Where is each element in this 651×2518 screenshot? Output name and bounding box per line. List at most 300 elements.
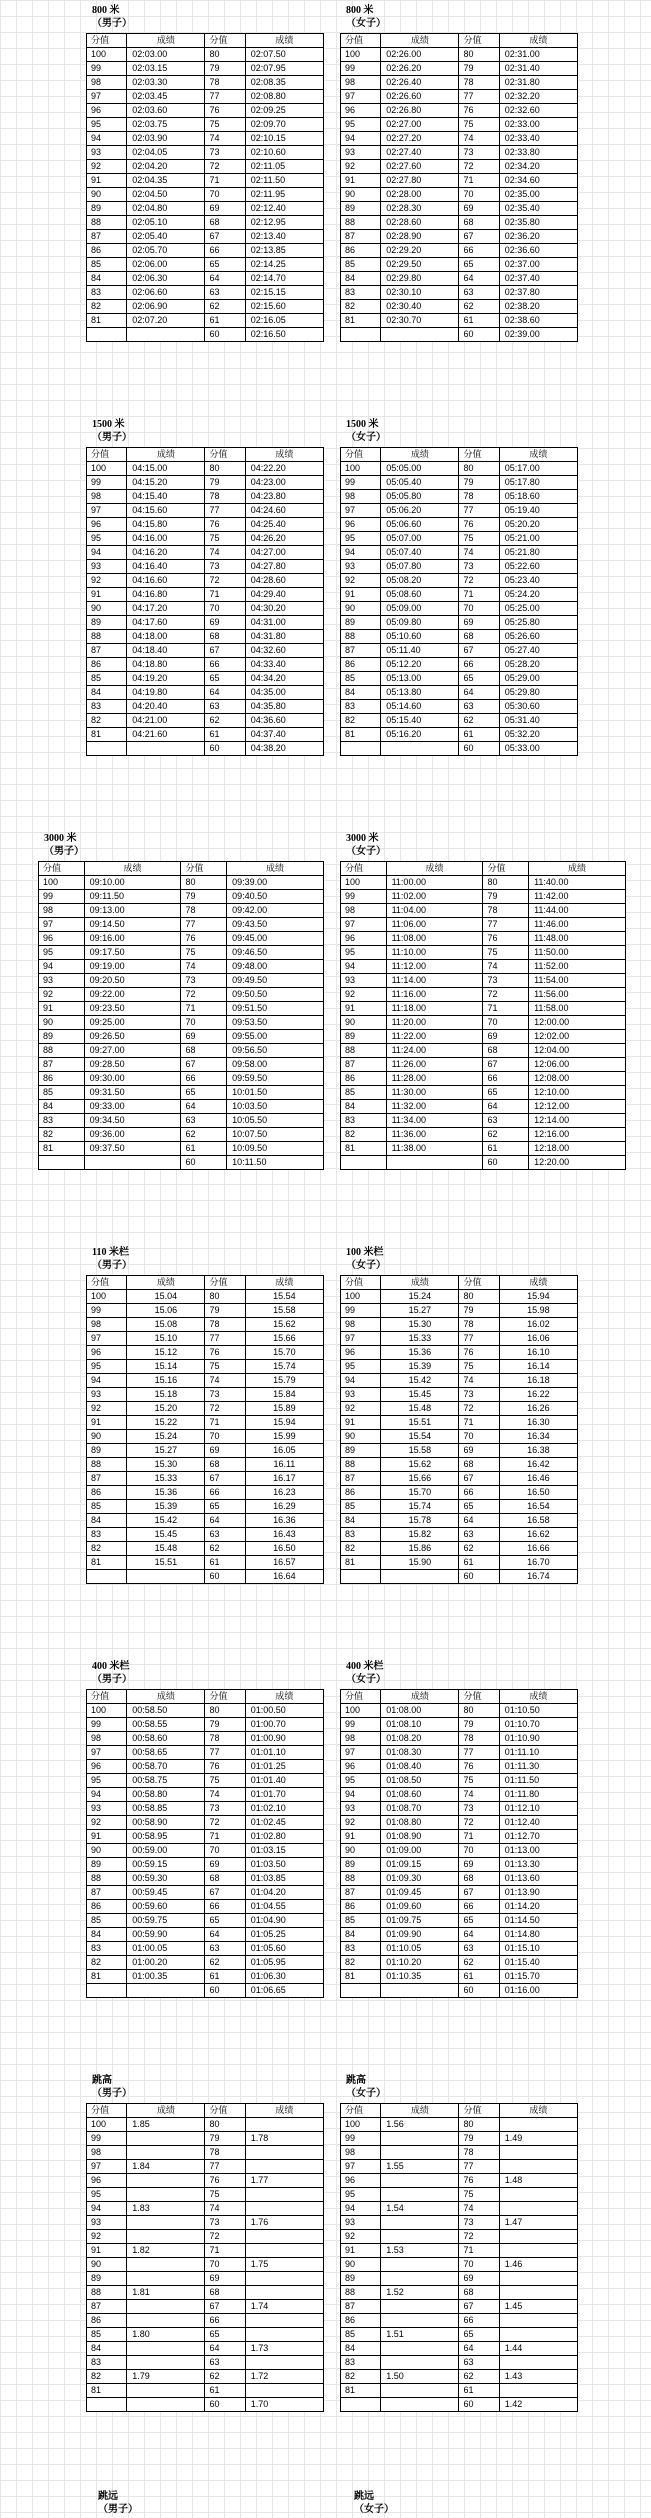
score-cell: 85: [39, 1086, 85, 1100]
result-cell: 02:07.20: [127, 314, 205, 328]
result-cell: 04:31.80: [245, 630, 323, 644]
result-cell: 01:08.70: [381, 1802, 459, 1816]
result-cell: 02:31.00: [499, 48, 577, 62]
score-cell: 84: [341, 272, 381, 286]
table-row: [87, 1500, 324, 1514]
score-cell: 100: [341, 48, 381, 62]
score-cell: 100: [39, 876, 85, 890]
result-cell: [381, 2342, 459, 2356]
score-cell: 83: [87, 1942, 127, 1956]
score-cell: 90: [341, 1016, 387, 1030]
result-cell: 15.45: [127, 1528, 205, 1542]
score-cell: 80: [459, 2118, 499, 2132]
score-cell: 79: [459, 1304, 499, 1318]
result-cell: 04:26.20: [245, 532, 323, 546]
long-jump-women-title: 跳远 （女子）: [354, 2491, 394, 2515]
table-row: [341, 1816, 578, 1830]
score-cell: 62: [205, 2370, 245, 2384]
table-row: [341, 2356, 578, 2370]
result-cell: 02:26.60: [381, 90, 459, 104]
table-row: [341, 1360, 578, 1374]
table-row: [341, 742, 578, 756]
score-cell: 96: [87, 2174, 127, 2188]
score-cell: 98: [39, 904, 85, 918]
table-row: [87, 1802, 324, 1816]
score-cell: 79: [205, 1718, 245, 1732]
score-cell: 88: [39, 1044, 85, 1058]
score-column-header: 分值: [459, 1690, 499, 1704]
score-cell: 84: [341, 1514, 381, 1528]
score-cell: 91: [87, 174, 127, 188]
result-cell: 01:10.35: [381, 1970, 459, 1984]
result-cell: 15.14: [127, 1360, 205, 1374]
table-row: [87, 1402, 324, 1416]
result-cell: [381, 2216, 459, 2230]
result-cell: 09:27.00: [84, 1044, 181, 1058]
result-cell: 05:25.00: [499, 602, 577, 616]
result-cell: 02:32.60: [499, 104, 577, 118]
result-cell: 05:07.80: [381, 560, 459, 574]
result-cell: 12:16.00: [529, 1128, 626, 1142]
result-cell: 12:14.00: [529, 1114, 626, 1128]
table-row: [341, 1318, 578, 1332]
score-cell: 60: [205, 1984, 245, 1998]
result-cell: 05:29.80: [499, 686, 577, 700]
table-row: [341, 2202, 578, 2216]
result-cell: 02:27.40: [381, 146, 459, 160]
table-row: [87, 230, 324, 244]
result-cell: 15.24: [127, 1430, 205, 1444]
table-row: [39, 1030, 324, 1044]
result-cell: 16.58: [499, 1514, 577, 1528]
table-row: [341, 2132, 578, 2146]
table-1500m-men: [86, 418, 324, 832]
result-cell: 02:04.05: [127, 146, 205, 160]
score-cell: 96: [341, 518, 381, 532]
table-row: [341, 560, 578, 574]
score-cell: 82: [87, 1542, 127, 1556]
score-cell: 60: [459, 1570, 499, 1584]
result-cell: [499, 2146, 577, 2160]
score-cell: 90: [87, 188, 127, 202]
score-cell: 94: [341, 1374, 381, 1388]
result-cell: 15.45: [381, 1388, 459, 1402]
score-cell: 89: [341, 1858, 381, 1872]
result-cell: 02:03.75: [127, 118, 205, 132]
result-cell: 1.70: [245, 2398, 323, 2412]
result-cell: 09:39.00: [227, 876, 324, 890]
score-cell: 88: [87, 2286, 127, 2300]
score-cell: 87: [87, 230, 127, 244]
result-cell: 05:13.80: [381, 686, 459, 700]
score-cell: 78: [205, 1732, 245, 1746]
result-cell: 01:09.30: [381, 1872, 459, 1886]
result-cell: 16.22: [499, 1388, 577, 1402]
result-cell: 09:34.50: [84, 1114, 181, 1128]
score-cell: 77: [459, 90, 499, 104]
result-cell: 01:15.10: [499, 1942, 577, 1956]
score-cell: 75: [205, 118, 245, 132]
score-column-header: 分值: [459, 1276, 499, 1290]
table-row: [87, 1956, 324, 1970]
score-cell: 85: [341, 1086, 387, 1100]
result-cell: 1.72: [245, 2370, 323, 2384]
score-cell: 81: [341, 1556, 381, 1570]
table-row: [341, 1844, 578, 1858]
table-row: [87, 490, 324, 504]
score-cell: 98: [341, 1732, 381, 1746]
score-cell: 88: [341, 216, 381, 230]
result-cell: 1.53: [381, 2244, 459, 2258]
result-cell: 01:08.20: [381, 1732, 459, 1746]
score-cell: 87: [341, 2300, 381, 2314]
score-table: [340, 1275, 578, 1584]
score-cell: 95: [341, 2188, 381, 2202]
score-cell: 74: [205, 132, 245, 146]
result-cell: 1.56: [381, 2118, 459, 2132]
score-cell: 100: [341, 462, 381, 476]
score-cell: 74: [205, 1374, 245, 1388]
result-cell: [499, 2272, 577, 2286]
result-cell: 11:20.00: [386, 1016, 483, 1030]
score-cell: 88: [341, 1044, 387, 1058]
score-cell: [87, 1570, 127, 1584]
result-cell: 02:11.05: [245, 160, 323, 174]
score-cell: 78: [459, 490, 499, 504]
score-cell: [341, 1156, 387, 1170]
result-cell: 16.64: [245, 1570, 323, 1584]
result-cell: 15.10: [127, 1332, 205, 1346]
result-cell: 15.58: [245, 1304, 323, 1318]
table-row: [87, 2258, 324, 2272]
table-row: [87, 2300, 324, 2314]
score-cell: 76: [205, 104, 245, 118]
table-row: [341, 2272, 578, 2286]
result-cell: 01:09.90: [381, 1928, 459, 1942]
score-cell: 79: [459, 476, 499, 490]
score-cell: 74: [459, 1374, 499, 1388]
result-cell: 15.36: [127, 1486, 205, 1500]
table-title: 跳高 （男子）: [92, 2075, 132, 2099]
score-cell: 65: [459, 258, 499, 272]
score-cell: 86: [87, 658, 127, 672]
table-row: [341, 2174, 578, 2188]
result-cell: 02:35.00: [499, 188, 577, 202]
table-row: [39, 988, 324, 1002]
result-cell: 15.51: [381, 1416, 459, 1430]
result-cell: 04:33.40: [245, 658, 323, 672]
result-cell: 01:02.80: [245, 1830, 323, 1844]
result-cell: 1.45: [499, 2300, 577, 2314]
result-cell: 05:07.40: [381, 546, 459, 560]
result-cell: 1.74: [245, 2300, 323, 2314]
score-cell: 94: [87, 1788, 127, 1802]
table-row: [87, 1556, 324, 1570]
score-cell: 77: [205, 1332, 245, 1346]
result-cell: 02:11.50: [245, 174, 323, 188]
score-table: [86, 1689, 324, 1998]
score-cell: 93: [87, 2216, 127, 2230]
result-cell: 04:20.40: [127, 700, 205, 714]
result-cell: 00:58.60: [127, 1732, 205, 1746]
score-cell: 70: [459, 2258, 499, 2272]
result-cell: 02:38.60: [499, 314, 577, 328]
score-cell: 61: [459, 1556, 499, 1570]
score-cell: 67: [459, 1472, 499, 1486]
result-cell: 01:08.10: [381, 1718, 459, 1732]
score-cell: 80: [483, 876, 529, 890]
score-column-header: 分值: [87, 448, 127, 462]
result-cell: [499, 2230, 577, 2244]
table-row: [341, 714, 578, 728]
score-cell: 66: [205, 1900, 245, 1914]
result-cell: 02:28.30: [381, 202, 459, 216]
result-cell: 16.38: [499, 1444, 577, 1458]
result-cell: 02:30.10: [381, 286, 459, 300]
table-row: [341, 1872, 578, 1886]
result-cell: [499, 2160, 577, 2174]
score-cell: 78: [459, 76, 499, 90]
table-row: [341, 1016, 626, 1030]
result-cell: 15.27: [127, 1444, 205, 1458]
result-cell: 15.08: [127, 1318, 205, 1332]
result-cell: 00:58.85: [127, 1802, 205, 1816]
result-cell: 09:55.00: [227, 1030, 324, 1044]
result-cell: 09:23.50: [84, 1002, 181, 1016]
score-cell: 63: [205, 700, 245, 714]
result-cell: 11:46.00: [529, 918, 626, 932]
table-row: [87, 1900, 324, 1914]
result-cell: 02:04.50: [127, 188, 205, 202]
score-cell: [341, 742, 381, 756]
score-cell: 99: [87, 1304, 127, 1318]
result-cell: 1.48: [499, 2174, 577, 2188]
score-cell: 93: [87, 1388, 127, 1402]
table-row: [341, 960, 626, 974]
result-cell: [245, 2202, 323, 2216]
result-cell: 02:34.20: [499, 160, 577, 174]
result-cell: 01:00.20: [127, 1956, 205, 1970]
result-cell: 05:25.80: [499, 616, 577, 630]
score-cell: 78: [205, 76, 245, 90]
score-cell: 74: [181, 960, 227, 974]
score-cell: 99: [341, 1718, 381, 1732]
result-cell: 04:24.60: [245, 504, 323, 518]
result-cell: [127, 328, 205, 342]
result-cell: 04:16.00: [127, 532, 205, 546]
result-cell: 05:12.20: [381, 658, 459, 672]
table-row: [341, 988, 626, 1002]
score-cell: 86: [341, 1900, 381, 1914]
result-cell: 11:14.00: [386, 974, 483, 988]
result-column-header: 成绩: [245, 34, 323, 48]
result-cell: 01:02.10: [245, 1802, 323, 1816]
result-cell: 04:15.60: [127, 504, 205, 518]
score-cell: 74: [483, 960, 529, 974]
score-cell: 63: [205, 286, 245, 300]
score-cell: 90: [341, 2258, 381, 2272]
score-cell: 91: [87, 588, 127, 602]
score-cell: 71: [205, 1830, 245, 1844]
result-cell: 05:07.00: [381, 532, 459, 546]
score-cell: 74: [459, 2202, 499, 2216]
result-cell: 09:43.50: [227, 918, 324, 932]
table-row: [341, 48, 578, 62]
score-cell: 99: [341, 1304, 381, 1318]
score-cell: 85: [87, 672, 127, 686]
table-title: 1500 米 （女子）: [346, 419, 386, 443]
result-cell: 02:07.50: [245, 48, 323, 62]
table-row: [341, 62, 578, 76]
result-cell: 00:59.30: [127, 1872, 205, 1886]
result-cell: 15.48: [127, 1542, 205, 1556]
table-row: [341, 1746, 578, 1760]
result-cell: 04:23.00: [245, 476, 323, 490]
result-cell: 02:31.40: [499, 62, 577, 76]
score-cell: [87, 1984, 127, 1998]
table-row: [341, 2342, 578, 2356]
table-row: [87, 76, 324, 90]
result-cell: 02:30.70: [381, 314, 459, 328]
score-cell: 76: [181, 932, 227, 946]
score-cell: 97: [87, 2160, 127, 2174]
result-cell: 15.90: [381, 1556, 459, 1570]
score-table: [86, 1275, 324, 1584]
result-cell: 1.79: [127, 2370, 205, 2384]
score-cell: 62: [205, 300, 245, 314]
result-column-header: 成绩: [381, 1276, 459, 1290]
result-column-header: 成绩: [381, 34, 459, 48]
score-cell: 64: [483, 1100, 529, 1114]
score-table: [38, 861, 324, 1170]
score-cell: 62: [483, 1128, 529, 1142]
score-cell: 92: [341, 2230, 381, 2244]
score-cell: 65: [459, 1500, 499, 1514]
result-cell: [381, 2300, 459, 2314]
result-cell: 1.83: [127, 2202, 205, 2216]
score-cell: 97: [87, 90, 127, 104]
result-cell: [381, 2314, 459, 2328]
result-cell: 02:28.90: [381, 230, 459, 244]
result-cell: 02:03.60: [127, 104, 205, 118]
result-cell: 16.70: [499, 1556, 577, 1570]
result-cell: 02:06.90: [127, 300, 205, 314]
score-cell: 62: [205, 1956, 245, 1970]
table-row: [87, 272, 324, 286]
table-row: [341, 216, 578, 230]
table-row: [341, 1886, 578, 1900]
score-cell: 67: [459, 230, 499, 244]
result-cell: [381, 1984, 459, 1998]
score-cell: 84: [341, 1100, 387, 1114]
score-cell: 80: [205, 462, 245, 476]
result-cell: 05:11.40: [381, 644, 459, 658]
score-cell: 61: [205, 728, 245, 742]
score-table: [340, 33, 578, 342]
score-cell: 85: [341, 1500, 381, 1514]
table-row: [341, 1942, 578, 1956]
score-cell: 75: [459, 1774, 499, 1788]
result-cell: 09:11.50: [84, 890, 181, 904]
result-cell: 10:01.50: [227, 1086, 324, 1100]
result-cell: 02:26.80: [381, 104, 459, 118]
result-cell: 02:03.15: [127, 62, 205, 76]
table-row: [39, 1100, 324, 1114]
table-row: [87, 602, 324, 616]
result-cell: 16.05: [245, 1444, 323, 1458]
score-cell: 99: [341, 62, 381, 76]
table-row: [39, 974, 324, 988]
result-column-header: 成绩: [127, 34, 205, 48]
score-cell: 75: [459, 118, 499, 132]
result-cell: 00:59.00: [127, 1844, 205, 1858]
result-column-header: 成绩: [381, 2104, 459, 2118]
result-cell: 01:08.90: [381, 1830, 459, 1844]
score-cell: 98: [341, 76, 381, 90]
table-row: [341, 132, 578, 146]
score-cell: 81: [341, 1142, 387, 1156]
result-cell: 09:26.50: [84, 1030, 181, 1044]
result-cell: 15.42: [381, 1374, 459, 1388]
score-cell: 81: [341, 2384, 381, 2398]
table-row: [341, 504, 578, 518]
score-cell: 79: [459, 1718, 499, 1732]
score-cell: 60: [181, 1156, 227, 1170]
score-cell: 86: [341, 244, 381, 258]
score-cell: 88: [87, 630, 127, 644]
result-cell: 12:04.00: [529, 1044, 626, 1058]
table-row: [341, 2146, 578, 2160]
result-cell: 09:28.50: [84, 1058, 181, 1072]
result-cell: 02:04.80: [127, 202, 205, 216]
score-cell: 90: [341, 1430, 381, 1444]
table-row: [39, 1002, 324, 1016]
result-cell: 05:16.20: [381, 728, 459, 742]
score-cell: 98: [341, 1318, 381, 1332]
score-cell: 97: [341, 1746, 381, 1760]
score-cell: 68: [459, 2286, 499, 2300]
score-column-header: 分值: [459, 448, 499, 462]
score-cell: 93: [341, 560, 381, 574]
score-cell: 78: [483, 904, 529, 918]
result-cell: 12:00.00: [529, 1016, 626, 1030]
result-cell: 1.55: [381, 2160, 459, 2174]
result-cell: 02:29.80: [381, 272, 459, 286]
score-cell: 91: [341, 1830, 381, 1844]
score-cell: 68: [459, 630, 499, 644]
result-cell: 02:05.40: [127, 230, 205, 244]
table-row: [341, 1290, 578, 1304]
table-row: [87, 216, 324, 230]
score-cell: 89: [87, 2272, 127, 2286]
score-cell: 100: [341, 876, 387, 890]
result-cell: 04:21.60: [127, 728, 205, 742]
table-row: [341, 230, 578, 244]
score-cell: 76: [205, 1346, 245, 1360]
result-cell: 02:14.70: [245, 272, 323, 286]
score-cell: 63: [459, 700, 499, 714]
score-cell: 62: [205, 1542, 245, 1556]
score-cell: 94: [87, 1374, 127, 1388]
result-cell: 16.57: [245, 1556, 323, 1570]
table-row: [87, 1388, 324, 1402]
result-cell: 16.54: [499, 1500, 577, 1514]
score-cell: 92: [39, 988, 85, 1002]
score-cell: 71: [459, 1416, 499, 1430]
result-cell: 11:04.00: [386, 904, 483, 918]
result-cell: [499, 2384, 577, 2398]
score-cell: 85: [87, 258, 127, 272]
